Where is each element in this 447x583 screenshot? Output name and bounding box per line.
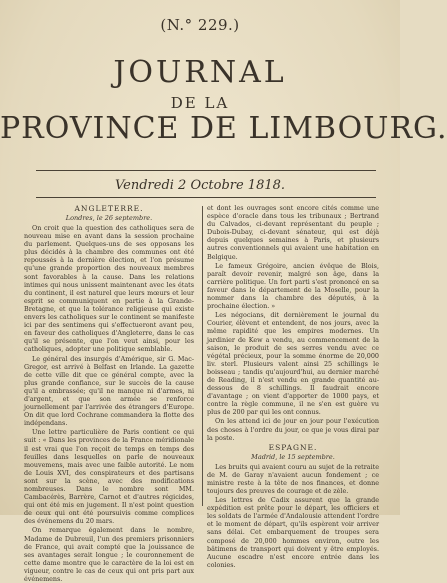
- masthead-rule-bottom: [36, 197, 376, 198]
- column-divider: [202, 206, 203, 506]
- issue-date: Vendredi 2 Octobre 1818.: [114, 178, 286, 193]
- dateline-londres: Londres, le 26 septembre.: [65, 214, 153, 222]
- article-paragraph: On croit que la question des catholiques sera de nouveau mise en avant dans la session prochaine du parlement. Quelques-uns de ses opposans les plus décidés à la chambre des communes ont été repoussés à la dernière élection, et l'on présume qu'une grande proportion des nouveaux membres sont favorables à la cause. Dans les relations intimes qui nous unissent maintenant avec les états du continent, il est naturel que leurs mœurs et leur esprit se communiquent en partie à la Grande-Bretagne, et que la tolérance religieuse qui existe envers les catholiques sur le continent se manifeste ici par des sentimens qui s'effectueront avant peu, en faveur des catholiques d'Angleterre, dans le cas qu'il se présente, que l'on veut ainsi, pour les catholiques, adopter une politique semblable.: [24, 224, 194, 354]
- right-column: [207, 204, 379, 569]
- section-heading-espagne: ESPAGNE.: [268, 442, 318, 452]
- article-paragraph: Le général des insurgés d'Amérique, sir G. Mac-Gregor, est arrivé à Belfast en Irlande. La gazette de cette ville dit que ce général compte, avec la plus grande confiance, sur le succès de la cause qu'il a embrassée; qu'il ne manque ni d'armes, ni d'argent, et que son armée se renforce journellement par l'arrivée des étrangers d'Europe. On dit que lord Cochrane commandera la flotte des indépendans.: [24, 354, 194, 428]
- masthead-rule-top: [36, 170, 376, 171]
- article-paragraph: Le fameux Grégoire, ancien évêque de Blois, paraît devoir revenir, malgré son âge, dans la carrière politique. Un fort parti s'est prononcé en sa faveur dans le département de la Moselle, pour la nommer dans la chambre des députés, à la prochaine élection. »: [207, 261, 379, 311]
- article-paragraph: et dont les ouvrages sont encore cités comme une espèce d'oracle dans tous les tribunaux ; Bertrand du Calvados, ci-devant représentant du peuple ; Dubois-Dubay, ci-devant sénateur, qui est déjà depuis quelques semaines à Paris, et plusieurs autres conventionnels qui avaient une habitation en Belgique.: [207, 204, 379, 261]
- article-paragraph: On remarque également dans le nombre, Madame de Dubreuil, l'un des premiers prisonniers de France, qui avait compté que la jouissance de ses avantages serait longue ; le couronnement de cette dame montre que le caractère de la loi est en vigueur, contre le cas de ceux qui ont pris part aux événemens.: [24, 526, 194, 583]
- masthead-title-de-la: DE LA: [170, 94, 230, 112]
- article-paragraph: Les bruits qui avaient couru au sujet de la retraite de M. de Garay n'avaient aucun fondement ; ce ministre reste à la tête de nos finances, et donne toujours des preuves de courage et de zèle.: [207, 462, 379, 495]
- masthead-title-province: PROVINCE DE LIMBOURG.: [0, 111, 447, 146]
- article-paragraph: Les lettres de Cadix assurent que la grande expédition est prête pour le départ, les officiers et les soldats de l'armée d'Andalousie attendent l'ordre et le moment de départ, qu'ils espèrent voir arriver sans délai. Cet embarquement de troupes sera composé de 20,000 hommes environ, outre les bâtimens de transport qui doivent y être employés. Aucune escadre n'est encore entrée dans les colonies.: [207, 496, 379, 569]
- section-heading-angleterre: ANGLETERRE.: [74, 204, 144, 213]
- article-paragraph: Les négocians, dit dernièrement le journal du Courier, élèvent et entendent, de nos jours, avec la même rapidité que les empires modernes. Un jardinier de Kew a vendu, au commencement de la saison, le produit de ses serres vendu avec ce végétal précieux, pour la somme énorme de 20,000 liv. sterl. Plusieurs valent ainsi 25 schillings le boisseau ; tandis qu'aujourd'hui, au dernier marché de Reading, il n'est vendu en grande quantité au-dessous de 8 schillings. Il faudrait encore d'avantage ; on vient d'apporter de 1000 pays, et contre la règle commune, il ne s'en est guère vu plus de 200 par qui les ont connus.: [207, 311, 379, 417]
- issue-number: (N.° 229.): [160, 16, 240, 34]
- masthead-title-journal: JOURNAL: [113, 55, 287, 90]
- left-column: [24, 204, 194, 583]
- article-paragraph: Une lettre particulière de Paris contient ce qui suit : « Dans les provinces de la France méridionale il est vrai que l'on reçoit de temps en temps des feuilles dans lesquelles on parle de nouveaux mouvemens, mais avec une faible autorité. Le nom de Louis XVI, des conspirateurs et des partisans sont sur la scène, avec des modifications nombreuses. Dans le nombre sont MM. Cambacérès, Barrère, Carnot et d'autres régicides, qui ont été mis en jugement. Il n'est point question de ceux qui ont été poursuivis comme complices des événemens du 20 mars.: [24, 428, 194, 526]
- article-paragraph: On les attend ici de jour en jour pour l'exécution des choses à l'ordre du jour, ce que je vous dirai par la poste.: [207, 417, 379, 442]
- dateline-madrid: Madrid, le 15 septembre.: [251, 452, 335, 461]
